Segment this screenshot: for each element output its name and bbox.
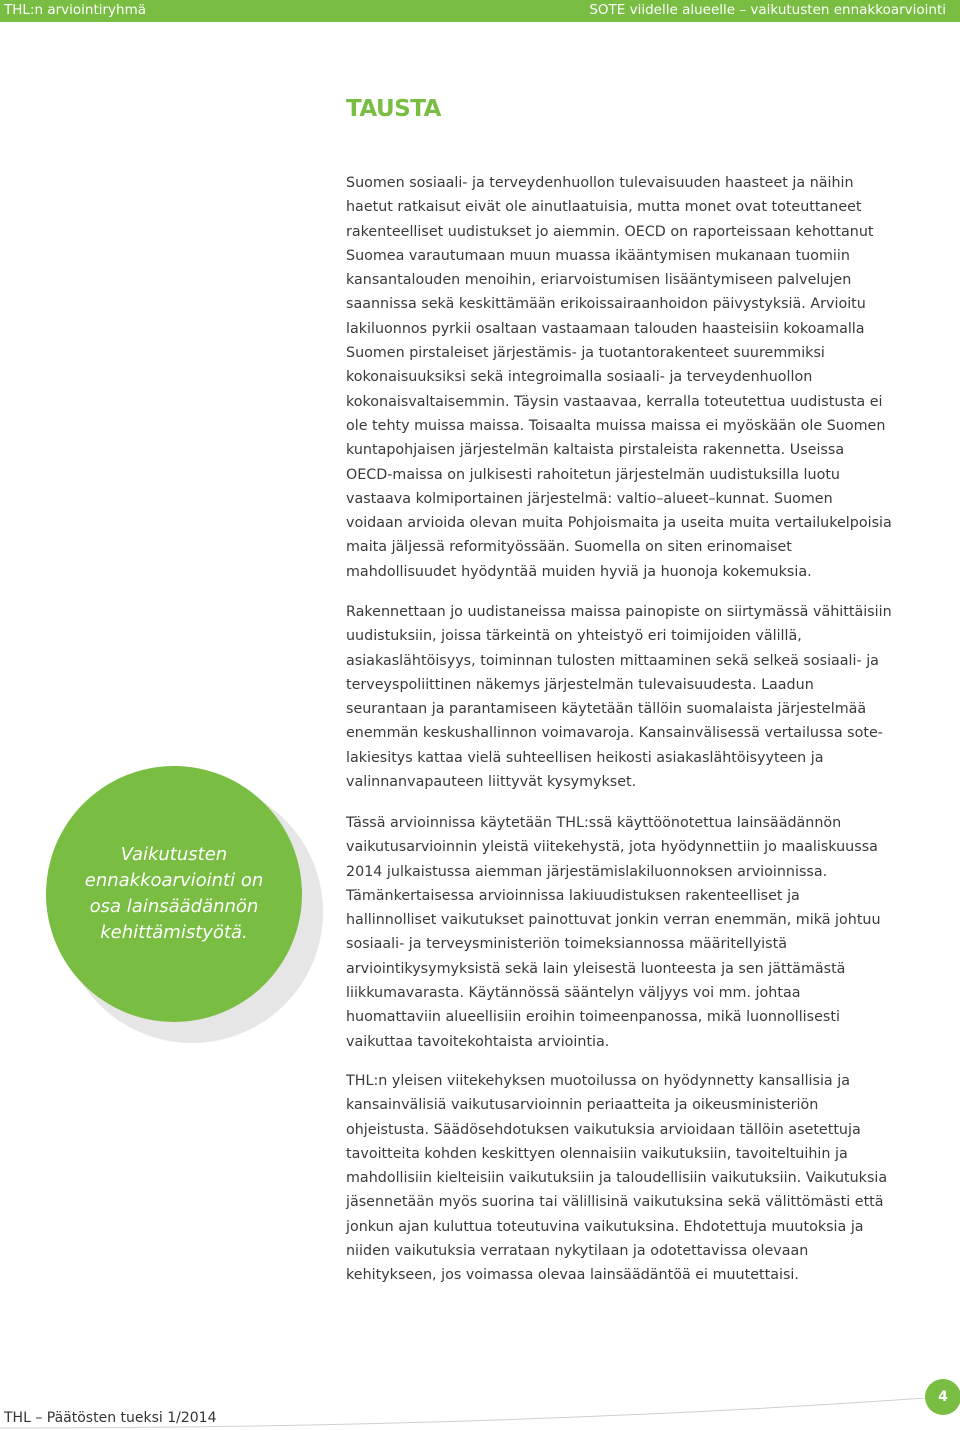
footer-curve — [0, 1398, 960, 1430]
callout-circle — [46, 766, 302, 1022]
page-number-badge: 4 — [925, 1379, 960, 1415]
body-paragraph-4: THL:n yleisen viitekehyksen muotoilussa on hyödynnetty kansallisia ja kansainvälisiä vaikutusarvioinnin periaatteita ja oikeusministeriön ohjeistusta. Säädösehdotuksen vaikutuksia arvioidaan tällöin asetettuja tavoitteita kohden keskittyen olennaisiin vaikutuksiin, tavoiteltuihin ja mahdollisiin kielteisiin vaikutuksiin ja taloudellisiin vaikutuksiin. Vaikutuksia jäsennetään myös suorina tai välillisinä vaikutuksina sekä välittömästi että jonkun ajan kuluttua toteutuvina vaikutuksina. Ehdotettuja muutoksia ja niiden vaikutuksia verrataan nykytilaan ja odotettavissa olevaan kehitykseen, jos voimassa olevaa lainsäädäntöä ei muutettaisi. — [346, 1073, 888, 1284]
body-paragraph-3: Tässä arvioinnissa käytetään THL:ssä käyttöönotettua lainsäädännön vaikutusarvioinnin yleistä viitekehystä, jota hyödynnettiin jo maaliskuussa 2014 julkaistussa aiemman järjestämislakiluonnoksen arvioinnissa. Tämänkertaisessa arvioinnissa lakiuudistuksen rakenteelliset ja hallinnolliset vaikutukset painottuvat jonkin verran enemmän, mikä johtuu sosiaali- ja terveysministeriön toimeksiannossa määritellyistä arviointikysymyksistä sekä lain yleisestä luonteesta ja sen jättämästä liikkumavarasta. Käytännössä sääntelyn väljyys voi mm. johtaa huomattaviin alueellisiin eroihin toimeenpanossa, mikä luonnollisesti vaikuttaa tavoitekohtaista arviointia. — [346, 815, 881, 1050]
header-bar — [0, 0, 960, 22]
header-publisher: THL:n arviointiryhmä — [4, 2, 147, 18]
footer-publication: THL – Päätösten tueksi 1/2014 — [4, 1410, 217, 1426]
callout-text: Vaikutusten ennakkoarviointi on osa lainsäädännön kehittämistyötä. — [84, 844, 264, 943]
header-document-title: SOTE viidelle alueelle – vaikutusten ennakkoarviointi — [589, 2, 946, 18]
body-paragraph-1: Suomen sosiaali- ja terveydenhuollon tulevaisuuden haasteet ja näihin haetut ratkaisut eivät ole ainutlaatuisia, mutta monet ovat toteuttaneet rakenteelliset uudistukset jo aiemmin. OECD on raporteissaan kehottanut Suomea varautumaan muun muassa ikääntymisen mukanaan tuomiin kansantalouden menoihin, eriarvoistumisen lisääntymiseen palvelujen saannissa sekä keskittämään erikoissairaanhoidon päivystyksiä. Arvioitu lakiluonnos pyrkii osaltaan vastaamaan talouden haasteisiin kokoamalla Suomen pirstaleiset järjestämis- ja tuotantorakenteet suuremmiksi kokonaisuuksiksi sekä integroimalla sosiaali- ja terveydenhuollon kokonaisvaltaisemmin. Täysin vastaavaa, kerralla toteutettua uudistusta ei ole tehty muissa maissa. Toisaalta muissa maissa ei myöskään ole Suomen kuntapohjaisen järjestelmän kaltaista pirstaleista rakennetta. Useissa OECD-maissa on julkisesti rahoitetun järjestelmän uudistuksilla luotu vastaava kolmiportainen järjestelmä: valtio–alueet–kunnat. Suomen voidaan arvioida olevan muita Pohjoismaita ja useita muita vertailukelpoisia maita jäljessä reformityössään. Suomella on siten erinomaiset mahdollisuudet hyödyntää muiden hyviä ja huonoja kokemuksia. — [346, 175, 892, 580]
body-paragraph-2: Rakennettaan jo uudistaneissa maissa painopiste on siirtymässä vähittäisiin uudistuksiin, joissa tärkeintä on yhteistyö eri toimijoiden välillä, asiakaslähtöisyys, toiminnan tulosten mittaaminen sekä selkeä sosiaali- ja terveyspoliittinen näkemys järjestelmän tulevaisuudesta. Laadun seurantaan ja parantamiseen käytetään tällöin suomalaista järjestelmää enemmän keskushallinnon voimavaroja. Kansainvälisessä vertailussa sote-lakiesitys kattaa vielä suhteellisen heikosti asiakaslähtöisyyteen ja valinnanvapauteen liittyvät kysymykset. — [346, 604, 892, 791]
section-title: TAUSTA — [346, 96, 441, 122]
